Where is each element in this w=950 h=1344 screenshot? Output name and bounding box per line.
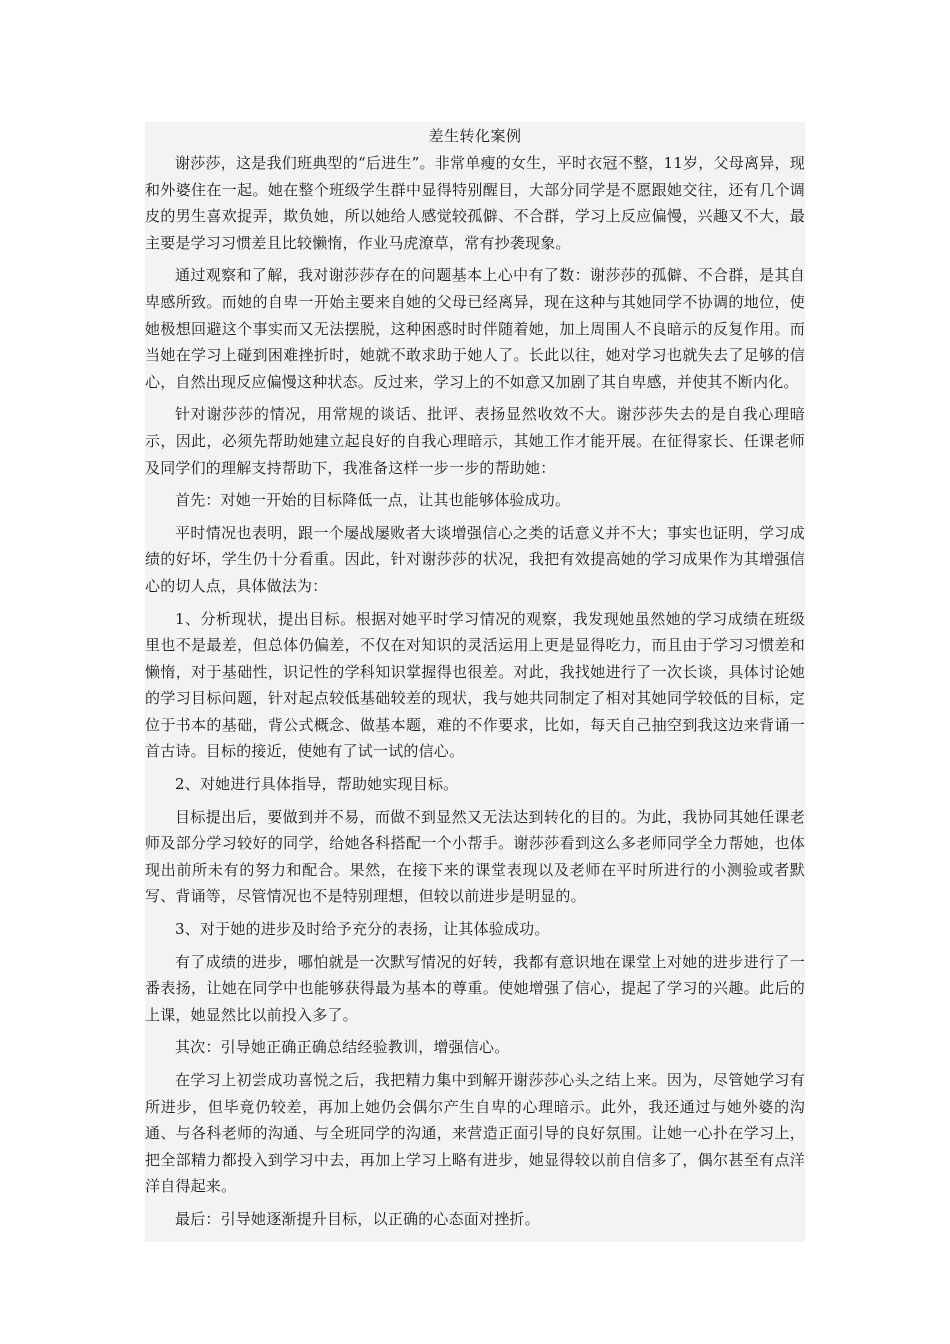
paragraph-item-1: 1、分析现状，提出目标。根据对她平时学习情况的观察，我发现她虽然她的学习成绩在班级里也不是最差，但总体仍偏差，不仅在对知识的灵活运用上更是显得吃力，而且由于学习习惯差和懒惰，对于基础性，识记性的学科知识掌握得也很差。对此，我找她进行了一次长谈，具体讨论她的学习目标问题，针对起点较低基础较差的现状，我与她共同制定了相对其她同学较低的目标，定位于书本的基础，背公式概念、做基本题，难的不作要求，比如，每天自己抽空到我这边来背诵一首古诗。目标的接近，使她有了试一试的信心。: [145, 609, 805, 761]
paragraph-first-step-detail: 平时情况也表明，跟一个屡战屡败者大谈增强信心之类的话意义并不大；事实也证明，学习成绩的好坏，学生仍十分看重。因此，针对谢莎莎的状况，我把有效提高她的学习成果作为其增强信心的切人点，具体做法为：: [145, 523, 805, 595]
paragraph-item-2: 2、对她进行具体指导，帮助她实现目标。: [175, 775, 459, 794]
paragraph-first-step: 首先：对她一开始的目标降低一点，让其也能够体验成功。: [175, 491, 571, 510]
paragraph-final-step: 最后：引导她逐渐提升目标，以正确的心态面对挫折。: [175, 1209, 540, 1228]
paragraph-analysis: 通过观察和了解，我对谢莎莎存在的问题基本上心中有了数：谢莎莎的孤僻、不合群，是其自卑感所致。而她的自卑一开始主要来自她的父母已经离异，现在这种与其她同学不协调的地位，使她极想回避这个事实而又无法摆脱，这种困惑时时伴随着她，加上周围人不良暗示的反复作用。而当她在学习上碰到困难挫折时，她就不敢求助于她人了。长此以往，她对学习也就失去了足够的信心，自然出现反应偏慢这种状态。反过来，学习上的不如意又加剧了其自卑感，并使其不断内化。: [145, 266, 805, 391]
document-title: 差生转化案例: [428, 127, 522, 145]
document-body: [145, 122, 805, 1242]
paragraph-item-3: 3、对于她的进步及时给予充分的表扬，让其体验成功。: [175, 920, 550, 939]
paragraph-second-step: 其次：引导她正确正确总结经验教训，增强信心。: [175, 1038, 510, 1057]
paragraph-plan: 针对谢莎莎的情况，用常规的谈话、批评、表扬显然收效不大。谢莎莎失去的是自我心理暗示，因此，必须先帮助她建立起良好的自我心理暗示，其她工作才能开展。在征得家长、任课老师及同学们的理解支持帮助下，我准备这样一步一步的帮助她：: [145, 405, 805, 477]
paragraph-intro: 谢莎莎，这是我们班典型的“后进生”。非常单瘦的女生，平时衣冠不整，11岁，父母离异，现和外婆住在一起。她在整个班级学生群中显得特别醒目，大部分同学是不愿跟她交往，还有几个调皮的男生喜欢捉弄，欺负她，所以她给人感觉较孤僻、不合群，学习上反应偏慢，兴趣又不大，最主要是学习习惯差且比较懒惰，作业马虎潦草，常有抄袭现象。: [145, 154, 805, 252]
paragraph-second-step-detail: 在学习上初尝成功喜悦之后，我把精力集中到解开谢莎莎心头之结上来。因为，尽管她学习有所进步，但毕竟仍较差，再加上她仍会偶尔产生自卑的心理暗示。此外，我还通过与她外婆的沟通、与各科老师的沟通、与全班同学的沟通，来营造正面引导的良好氛围。让她一心扑在学习上，把全部精力都投入到学习中去，再加上学习上略有进步，她显得较以前自信多了，偶尔甚至有点洋洋自得起来。: [145, 1071, 805, 1196]
paragraph-item-3-detail: 有了成绩的进步，哪怕就是一次默写情况的好转，我都有意识地在课堂上对她的进步进行了一番表扬，让她在同学中也能够获得最为基本的尊重。使她增强了信心，提起了学习的兴趣。此后的上课，她显然比以前投入多了。: [145, 952, 805, 1024]
paragraph-item-2-detail: 目标提出后，要做到并不易，而做不到显然又无法达到转化的目的。为此，我协同其她任课老师及部分学习较好的同学，给她各科搭配一个小帮手。谢莎莎看到这么多老师同学全力帮她，也体现出前所未有的努力和配合。果然，在接下来的课堂表现以及老师在平时所进行的小测验或者默写、背诵等，尽管情况也不是特别理想，但较以前进步是明显的。: [145, 807, 805, 906]
